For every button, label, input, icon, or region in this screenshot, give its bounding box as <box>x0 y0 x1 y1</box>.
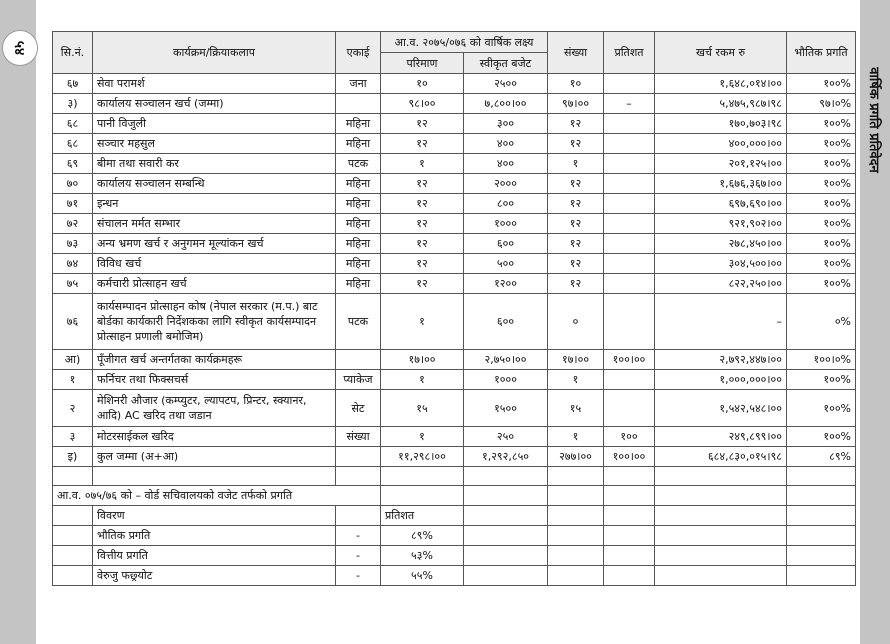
blank-cell <box>464 467 548 486</box>
row-budget: ७,८००।०० <box>464 94 548 114</box>
table-row <box>53 370 856 390</box>
row-program: पूँजीगत खर्च अन्तर्गतका कार्यक्रमहरू <box>93 350 336 370</box>
row-unit: महिना <box>336 114 381 134</box>
row-sn: ६९ <box>53 154 93 174</box>
row-program: कर्मचारी प्रोत्साहन खर्च <box>93 274 336 294</box>
side-title-tab <box>860 30 890 210</box>
row-program: संचालन मर्मत सम्भार <box>93 214 336 234</box>
blank-cell <box>336 467 381 486</box>
row-program: बीमा तथा सवारी कर <box>93 154 336 174</box>
row-program: सञ्चार महसुल <box>93 134 336 154</box>
empty-cell <box>53 506 93 526</box>
row-physical: ९७।०% <box>787 94 856 114</box>
row-program: कार्यालय सञ्चालन खर्च (जम्मा) <box>93 94 336 114</box>
row-physical: १००% <box>787 370 856 390</box>
row-program: मेशिनरी औजार (कम्प्युटर, ल्यापटप, प्रिन्टर, स्क्यानर, आदि) AC खरिद तथा जडान <box>93 390 336 427</box>
empty-cell <box>53 526 93 546</box>
row-expense: १,०००,०००।०० <box>655 370 787 390</box>
row-program: विविध खर्च <box>93 254 336 274</box>
row-budget: २००० <box>464 174 548 194</box>
header-annual-target: आ.व. २०७५/०७६ को वार्षिक लक्ष्य <box>381 32 548 53</box>
row-quantity: १० <box>381 74 464 94</box>
summary-value: ८९% <box>381 526 464 546</box>
row-unit: महिना <box>336 194 381 214</box>
row-count: १५ <box>548 390 604 427</box>
row-quantity: १ <box>381 154 464 174</box>
row-expense: १७०,७०३।९८ <box>655 114 787 134</box>
row-sn: ७५ <box>53 274 93 294</box>
row-expense: १,५४२,५४८।०० <box>655 390 787 427</box>
row-percent <box>604 254 655 274</box>
row-sn: ७६ <box>53 294 93 350</box>
empty-cell <box>464 486 548 506</box>
header-count: संख्या <box>548 32 604 74</box>
table-row <box>53 350 856 370</box>
empty-cell <box>604 546 655 566</box>
row-budget: ८०० <box>464 194 548 214</box>
row-count: १२ <box>548 194 604 214</box>
row-expense: ६८४,८३०,०१५।९८ <box>655 447 787 467</box>
row-percent: १००।०० <box>604 447 655 467</box>
row-sn: ६८ <box>53 114 93 134</box>
row-program: कार्यसम्पादन प्रोत्साहन कोष (नेपाल सरकार (म.प.) बाट बोर्डका कार्यकारी निर्देशकका लागि स्वीकृत कार्यसम्पादन प्रोत्साहन प्रणाली बमोजिम) <box>93 294 336 350</box>
empty-cell <box>464 546 548 566</box>
row-budget: ६०० <box>464 234 548 254</box>
row-unit: प्याकेज <box>336 370 381 390</box>
row-unit: सेट <box>336 390 381 427</box>
row-count: १२ <box>548 134 604 154</box>
empty-cell <box>604 506 655 526</box>
row-expense: ६९७,६९०।०० <box>655 194 787 214</box>
row-physical: १००% <box>787 390 856 427</box>
row-count: १ <box>548 370 604 390</box>
empty-cell <box>787 526 856 546</box>
row-sn: ३ <box>53 427 93 447</box>
row-percent <box>604 194 655 214</box>
table-row <box>53 134 856 154</box>
page-number-badge <box>2 30 38 66</box>
row-physical: ०% <box>787 294 856 350</box>
table-row <box>53 427 856 447</box>
summary-row <box>53 526 856 546</box>
row-quantity: १ <box>381 294 464 350</box>
row-sn: १ <box>53 370 93 390</box>
empty-cell <box>464 506 548 526</box>
row-sn: ६८ <box>53 134 93 154</box>
row-physical: १००% <box>787 134 856 154</box>
row-quantity: १ <box>381 370 464 390</box>
row-quantity: ९८।०० <box>381 94 464 114</box>
empty-cell <box>548 546 604 566</box>
row-budget: १००० <box>464 214 548 234</box>
table-row <box>53 174 856 194</box>
empty-cell <box>604 566 655 586</box>
row-count: १२ <box>548 274 604 294</box>
row-quantity: १७।०० <box>381 350 464 370</box>
row-percent: – <box>604 94 655 114</box>
summary-value: ५५% <box>381 566 464 586</box>
row-percent <box>604 294 655 350</box>
empty-cell <box>464 566 548 586</box>
row-quantity: १२ <box>381 214 464 234</box>
row-quantity: १२ <box>381 114 464 134</box>
row-expense: ४००,०००।०० <box>655 134 787 154</box>
left-margin-bar <box>0 0 36 644</box>
side-title: वार्षिक प्रगति प्रतिवेदन <box>866 67 881 173</box>
empty-cell <box>655 566 787 586</box>
blank-cell <box>655 467 787 486</box>
row-unit: महिना <box>336 274 381 294</box>
summary-header-row <box>53 506 856 526</box>
empty-cell <box>548 486 604 506</box>
summary-label: वेरुजु फछ्र्याेट <box>93 566 336 586</box>
row-expense: ३०४,५००।०० <box>655 254 787 274</box>
row-unit: पटक <box>336 294 381 350</box>
row-budget: ३०० <box>464 114 548 134</box>
summary-row <box>53 566 856 586</box>
row-program: कुल जम्मा (अ+आ) <box>93 447 336 467</box>
empty-cell <box>787 546 856 566</box>
summary-dash: - <box>336 526 381 546</box>
row-budget: २,७५०।०० <box>464 350 548 370</box>
row-count: १२ <box>548 254 604 274</box>
row-percent <box>604 114 655 134</box>
row-count: १० <box>548 74 604 94</box>
row-expense: २०१,१२५।०० <box>655 154 787 174</box>
row-count: १२ <box>548 214 604 234</box>
row-quantity: १२ <box>381 174 464 194</box>
row-quantity: १२ <box>381 234 464 254</box>
row-count: १७।०० <box>548 350 604 370</box>
row-physical: १००% <box>787 74 856 94</box>
table-row <box>53 154 856 174</box>
row-physical: १००% <box>787 274 856 294</box>
page-number: ५४ <box>11 40 28 56</box>
header-unit: एकाई <box>336 32 381 74</box>
row-sn: इ) <box>53 447 93 467</box>
row-expense: २४९,८९९।०० <box>655 427 787 447</box>
row-count: १२ <box>548 174 604 194</box>
header-row <box>53 32 856 53</box>
row-expense: ८२२,२५०।०० <box>655 274 787 294</box>
row-sn: ७० <box>53 174 93 194</box>
row-percent <box>604 234 655 254</box>
row-budget: १००० <box>464 370 548 390</box>
summary-heading-row <box>53 486 856 506</box>
empty-cell <box>604 526 655 546</box>
table-row <box>53 94 856 114</box>
row-percent <box>604 74 655 94</box>
row-unit: संख्या <box>336 427 381 447</box>
row-unit: महिना <box>336 134 381 154</box>
empty-cell <box>655 486 787 506</box>
row-budget: ४०० <box>464 154 548 174</box>
header-expense: खर्च रकम रु <box>655 32 787 74</box>
row-sn: ७३ <box>53 234 93 254</box>
empty-cell <box>381 486 464 506</box>
row-unit <box>336 350 381 370</box>
progress-table <box>52 31 856 586</box>
row-program: फर्निचर तथा फिक्सचर्स <box>93 370 336 390</box>
summary-label: वित्तीय प्रगति <box>93 546 336 566</box>
row-physical: १००% <box>787 114 856 134</box>
empty-cell <box>548 506 604 526</box>
row-budget: ५०० <box>464 254 548 274</box>
blank-cell <box>604 467 655 486</box>
row-count: १ <box>548 427 604 447</box>
row-sn: ६७ <box>53 74 93 94</box>
empty-cell <box>655 506 787 526</box>
row-unit <box>336 447 381 467</box>
table-row <box>53 234 856 254</box>
row-quantity: १२ <box>381 134 464 154</box>
row-unit: जना <box>336 74 381 94</box>
row-physical: १००% <box>787 214 856 234</box>
row-expense: २७८,४५०।०० <box>655 234 787 254</box>
row-quantity: ११,२९८।०० <box>381 447 464 467</box>
row-budget: १५०० <box>464 390 548 427</box>
row-percent <box>604 274 655 294</box>
row-budget: १,२९२,८५० <box>464 447 548 467</box>
summary-row <box>53 546 856 566</box>
row-expense: ९२१,९०२।०० <box>655 214 787 234</box>
row-unit: महिना <box>336 214 381 234</box>
row-unit: पटक <box>336 154 381 174</box>
header-percent: प्रतिशत <box>604 32 655 74</box>
table-row <box>53 254 856 274</box>
row-budget: ६०० <box>464 294 548 350</box>
row-sn: ७१ <box>53 194 93 214</box>
blank-cell <box>548 467 604 486</box>
summary-dash: - <box>336 546 381 566</box>
blank-cell <box>93 467 336 486</box>
empty-cell <box>655 526 787 546</box>
row-budget: १२०० <box>464 274 548 294</box>
row-physical: १००।०% <box>787 350 856 370</box>
row-physical: १००% <box>787 174 856 194</box>
row-budget: ४०० <box>464 134 548 154</box>
summary-col-value: प्रतिशत <box>381 506 464 526</box>
row-expense: २,७९२,४४७।०० <box>655 350 787 370</box>
row-program: कार्यालय सञ्चालन सम्बन्धि <box>93 174 336 194</box>
row-physical: १००% <box>787 154 856 174</box>
blank-cell <box>381 467 464 486</box>
summary-dash: - <box>336 566 381 586</box>
table-row <box>53 447 856 467</box>
empty-cell <box>787 566 856 586</box>
table-body <box>53 32 856 586</box>
row-sn: ३) <box>53 94 93 114</box>
row-count: १२ <box>548 114 604 134</box>
row-physical: ८९% <box>787 447 856 467</box>
empty-cell <box>787 486 856 506</box>
table-row <box>53 390 856 427</box>
empty-cell <box>548 526 604 546</box>
row-budget: २५०० <box>464 74 548 94</box>
empty-cell <box>604 486 655 506</box>
row-count: २७७।०० <box>548 447 604 467</box>
row-program: इन्धन <box>93 194 336 214</box>
row-count: १२ <box>548 234 604 254</box>
summary-col-label: विवरण <box>93 506 336 526</box>
header-program: कार्यक्रम/क्रियाकलाप <box>93 32 336 74</box>
empty-cell <box>464 526 548 546</box>
summary-label: भौतिक प्रगति <box>93 526 336 546</box>
blank-row <box>53 467 856 486</box>
row-quantity: १२ <box>381 274 464 294</box>
blank-cell <box>787 467 856 486</box>
table-row <box>53 194 856 214</box>
header-quantity: परिमाण <box>381 53 464 74</box>
header-sn: सि.नं. <box>53 32 93 74</box>
row-unit: महिना <box>336 234 381 254</box>
table-row <box>53 294 856 350</box>
row-physical: १००% <box>787 254 856 274</box>
row-percent: १०० <box>604 427 655 447</box>
row-percent <box>604 174 655 194</box>
row-count: १ <box>548 154 604 174</box>
row-expense: ५,४७५,९८७।९८ <box>655 94 787 114</box>
empty-cell <box>53 566 93 586</box>
header-approved-budget: स्वीकृत बजेट <box>464 53 548 74</box>
table-row <box>53 74 856 94</box>
row-count: ० <box>548 294 604 350</box>
row-unit <box>336 94 381 114</box>
row-percent <box>604 390 655 427</box>
row-program: पानी विजुली <box>93 114 336 134</box>
row-physical: १००% <box>787 194 856 214</box>
row-percent <box>604 214 655 234</box>
row-quantity: १५ <box>381 390 464 427</box>
row-physical: १००% <box>787 427 856 447</box>
row-program: सेवा परामर्श <box>93 74 336 94</box>
summary-value: ५३% <box>381 546 464 566</box>
row-unit: महिना <box>336 174 381 194</box>
summary-heading: आ.व. ०७५/७६ को – वोर्ड सचिवालयको वजेट तर्फको प्रगति <box>53 486 381 506</box>
empty-cell <box>548 566 604 586</box>
row-quantity: १२ <box>381 254 464 274</box>
row-percent <box>604 370 655 390</box>
row-physical: १००% <box>787 234 856 254</box>
row-expense: १,६७६,३६७।०० <box>655 174 787 194</box>
row-quantity: १२ <box>381 194 464 214</box>
row-sn: ७२ <box>53 214 93 234</box>
empty-cell <box>655 546 787 566</box>
row-percent: १००।०० <box>604 350 655 370</box>
row-sn: ७४ <box>53 254 93 274</box>
empty-cell <box>787 506 856 526</box>
row-count: ९७।०० <box>548 94 604 114</box>
row-percent <box>604 154 655 174</box>
row-expense: – <box>655 294 787 350</box>
row-quantity: १ <box>381 427 464 447</box>
row-sn: आ) <box>53 350 93 370</box>
row-percent <box>604 134 655 154</box>
row-program: मोटरसाईकल खरिद <box>93 427 336 447</box>
row-budget: २५० <box>464 427 548 447</box>
table-row <box>53 274 856 294</box>
row-program: अन्य भ्रमण खर्च र अनुगमन मूल्यांकन खर्च <box>93 234 336 254</box>
empty-cell <box>53 546 93 566</box>
row-unit: महिना <box>336 254 381 274</box>
header-physical-progress: भौतिक प्रगति <box>787 32 856 74</box>
blank-cell <box>53 467 93 486</box>
empty-cell <box>336 506 381 526</box>
table-row <box>53 214 856 234</box>
table-row <box>53 114 856 134</box>
row-expense: १,६४८,०१४।०० <box>655 74 787 94</box>
row-sn: २ <box>53 390 93 427</box>
